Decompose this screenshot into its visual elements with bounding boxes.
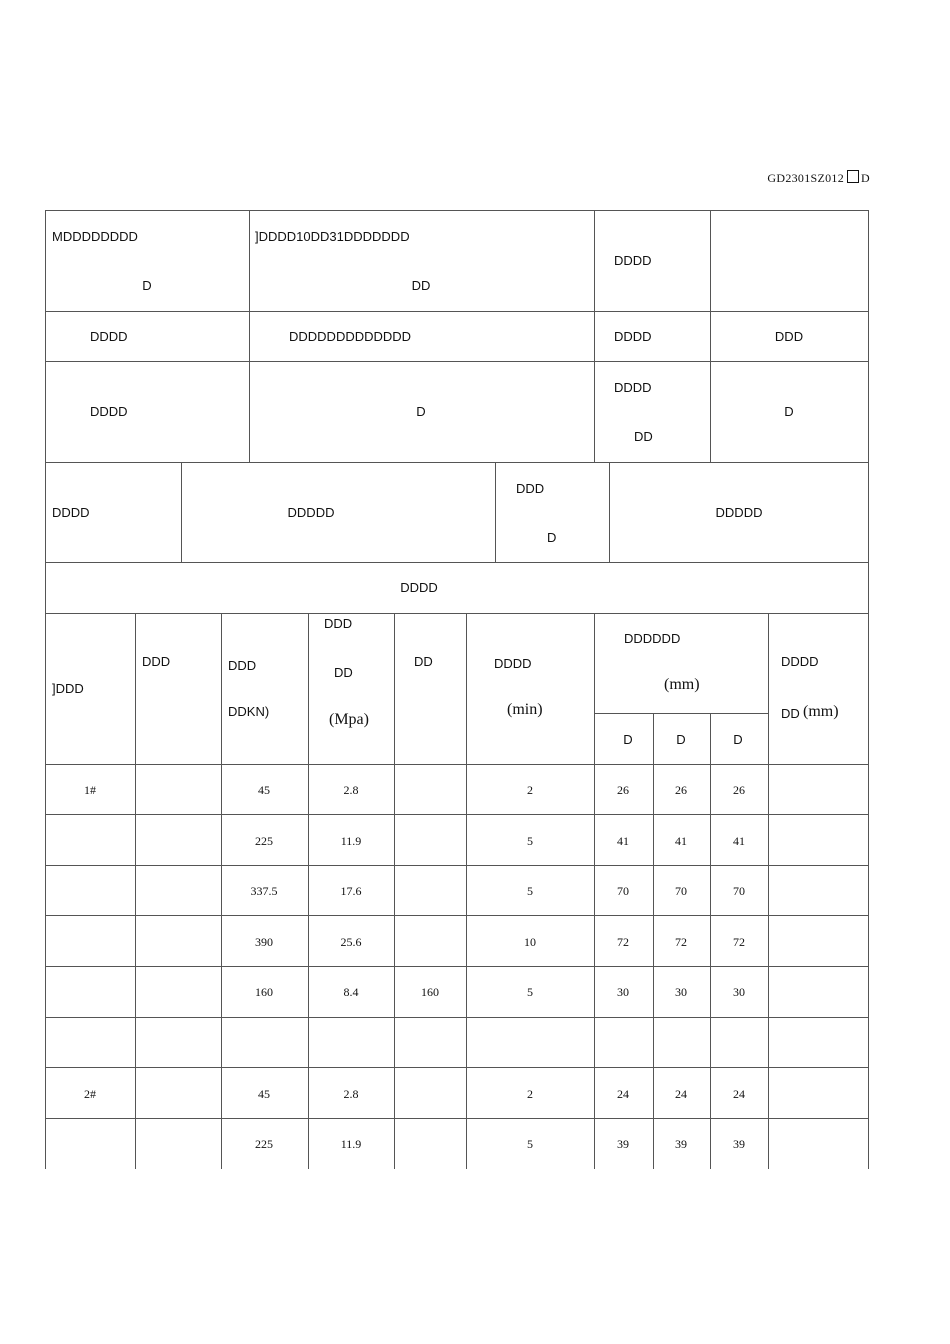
table-rule xyxy=(135,613,136,1169)
document-code-suffix: D xyxy=(861,171,870,185)
field-value: DDDDDDDDDDDDD xyxy=(289,329,412,344)
table-cell: 390 xyxy=(255,935,273,949)
table-cell: 337.5 xyxy=(250,884,278,898)
section-title: DDDD xyxy=(400,580,438,595)
field-label: D xyxy=(547,530,557,545)
table-cell: 25.6 xyxy=(340,935,362,949)
table-cell: 39 xyxy=(733,1137,745,1151)
table-cell: 45 xyxy=(258,1087,270,1101)
table-rule xyxy=(466,613,467,1169)
column-unit: (Mpa) xyxy=(329,711,369,728)
table-cell: 70 xyxy=(733,884,745,898)
field-label: DDDD xyxy=(614,329,652,344)
table-rule xyxy=(45,966,869,967)
field-value: D xyxy=(784,404,794,419)
table-rule xyxy=(45,462,869,463)
table-rule xyxy=(45,361,869,362)
table-rule xyxy=(394,613,395,1169)
table-rule xyxy=(249,210,250,462)
field-label: DDDD xyxy=(90,329,128,344)
table-rule xyxy=(45,764,869,765)
table-cell: 30 xyxy=(675,985,687,999)
table-cell: 39 xyxy=(675,1137,687,1151)
column-unit: (min) xyxy=(507,701,543,718)
table-rule xyxy=(45,311,869,312)
field-label: DDDD xyxy=(614,253,652,268)
table-rule xyxy=(45,562,869,563)
table-rule xyxy=(45,814,869,815)
table-cell: 5 xyxy=(527,985,533,999)
table-cell: 17.6 xyxy=(340,884,362,898)
table-cell: 30 xyxy=(733,985,745,999)
document-code-text: GD2301SZ012 xyxy=(767,171,845,185)
table-cell: 160 xyxy=(255,985,273,999)
field-label: DDD xyxy=(516,481,545,496)
table-rule xyxy=(653,713,654,1169)
column-unit: (mm) xyxy=(803,703,839,720)
field-label: MDDDDDDDD xyxy=(52,229,138,244)
column-header: DDDD xyxy=(494,656,532,671)
field-value: D xyxy=(416,404,426,419)
table-cell: 2 xyxy=(527,1087,533,1101)
test-record-table xyxy=(45,210,869,1169)
column-header: DDDDDD xyxy=(624,631,681,646)
field-value: DDDDD xyxy=(715,505,763,520)
table-cell: 1# xyxy=(84,783,96,797)
table-rule xyxy=(45,210,46,1169)
table-cell: 2.8 xyxy=(343,783,359,797)
table-cell: 8.4 xyxy=(343,985,359,999)
table-cell: 70 xyxy=(617,884,629,898)
table-rule xyxy=(594,713,768,714)
table-cell: 41 xyxy=(675,834,687,848)
table-cell: 225 xyxy=(255,834,273,848)
table-cell: 225 xyxy=(255,1137,273,1151)
table-cell: 160 xyxy=(421,985,439,999)
table-cell: 10 xyxy=(524,935,536,949)
table-rule xyxy=(181,462,182,562)
field-label: DD xyxy=(634,429,653,444)
table-cell: 26 xyxy=(617,783,629,797)
column-header: ]DDD xyxy=(52,681,84,696)
table-rule xyxy=(45,1118,869,1119)
field-value: DDD xyxy=(774,329,804,344)
table-cell: 26 xyxy=(675,783,687,797)
table-rule xyxy=(45,1017,869,1018)
table-cell: 72 xyxy=(675,935,687,949)
table-rule xyxy=(45,915,869,916)
field-value: ]DDDD10DD31DDDDDDD xyxy=(255,229,410,244)
column-header: DDD xyxy=(228,658,257,673)
table-cell: 24 xyxy=(733,1087,745,1101)
table-cell: 5 xyxy=(527,1137,533,1151)
table-cell: 2.8 xyxy=(343,1087,359,1101)
column-subheader: D xyxy=(623,732,633,747)
table-rule xyxy=(45,210,869,211)
table-cell: 2 xyxy=(527,783,533,797)
table-rule xyxy=(221,613,222,1169)
column-header: DDD xyxy=(324,616,353,631)
column-header: DD xyxy=(334,665,353,680)
column-header: DDD xyxy=(142,654,171,669)
table-cell: 5 xyxy=(527,834,533,848)
table-cell: 5 xyxy=(527,884,533,898)
field-value: DD xyxy=(411,278,431,293)
column-subheader: D xyxy=(733,732,743,747)
table-cell: 24 xyxy=(617,1087,629,1101)
field-label: DDDD xyxy=(614,380,652,395)
table-rule xyxy=(710,713,711,1169)
table-cell: 11.9 xyxy=(340,1137,362,1151)
column-subheader: D xyxy=(676,732,686,747)
field-value: DDDDD xyxy=(287,505,335,520)
table-rule xyxy=(45,1067,869,1068)
table-cell: 41 xyxy=(617,834,629,848)
column-header: DDDD xyxy=(781,654,819,669)
table-cell: 26 xyxy=(733,783,745,797)
column-unit: (mm) xyxy=(664,676,700,693)
table-cell: 11.9 xyxy=(340,834,362,848)
table-rule xyxy=(594,210,595,462)
table-rule xyxy=(308,613,309,1169)
column-header: DDKN) xyxy=(228,704,270,719)
table-cell: 39 xyxy=(617,1137,629,1151)
document-code xyxy=(767,170,870,186)
column-header: DD xyxy=(781,706,800,721)
table-rule xyxy=(495,462,496,562)
table-cell: 30 xyxy=(617,985,629,999)
table-cell: 41 xyxy=(733,834,745,848)
column-header: DD xyxy=(414,654,433,669)
table-rule xyxy=(594,613,595,1169)
table-cell: 72 xyxy=(733,935,745,949)
table-cell: 45 xyxy=(258,783,270,797)
table-cell: 70 xyxy=(675,884,687,898)
table-cell: 2# xyxy=(84,1087,96,1101)
table-cell: 24 xyxy=(675,1087,687,1101)
empty-box-icon xyxy=(847,170,859,183)
table-rule xyxy=(710,210,711,462)
table-rule xyxy=(868,210,869,1169)
field-label: DDDD xyxy=(90,404,128,419)
table-rule xyxy=(45,613,869,614)
field-label: D xyxy=(142,278,152,293)
table-cell: 72 xyxy=(617,935,629,949)
table-rule xyxy=(768,613,769,1169)
field-label: DDDD xyxy=(52,505,90,520)
table-rule xyxy=(45,865,869,866)
table-rule xyxy=(609,462,610,562)
